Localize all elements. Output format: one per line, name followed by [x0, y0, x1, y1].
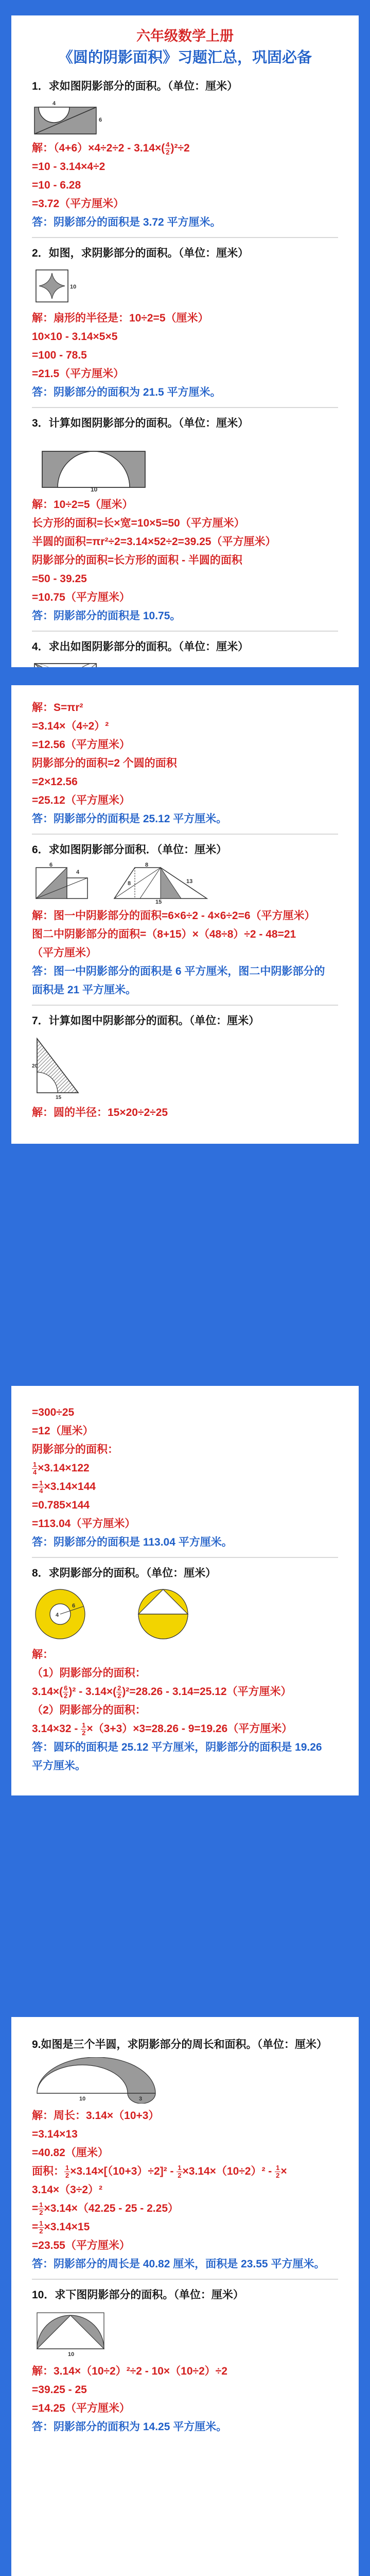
- q1-solution-line: 解：（4+6）×4÷2÷2 - 3.14×( $\frac{4}{2}$ )²÷2: [32, 140, 190, 156]
- q5-solution-line: =12.56（平方厘米）: [32, 739, 130, 751]
- q7-solution-line: =300÷25: [32, 1406, 75, 1418]
- q7-solution-line: $\frac{1}{4}$ ×3.14×122: [33, 1460, 90, 1476]
- q5-solution-line: =2×12.56: [32, 776, 78, 788]
- q10-solution-line: =14.25（平方厘米）: [32, 2402, 130, 2414]
- q6-solution-line: 图二中阴影部分的面积=（8+15）×（48÷8）÷2 - 48=21: [32, 928, 296, 940]
- q8-solution-line: 3.14×32 - $\frac{1}{2}$ ×（3+3）×3=28.26 - 9=19.26（平方厘米）: [32, 1721, 293, 1737]
- question-7: 7．计算如图中阴影部分的面积。（单位：厘米）: [32, 1015, 260, 1027]
- q5-answer: 答：阴影部分的面积是 25.12 平方厘米。: [32, 813, 227, 825]
- q8-solution-line: 3.14×( $\frac{6}{2}$ )² - 3.14×( $\frac{2}{2}$ )²=28.26 - 3.14=25.12（平方厘米）: [32, 1684, 292, 1700]
- q6-label-a: 4: [76, 869, 80, 875]
- q9-solution-line: = $\frac{1}{2}$ ×3.14×15: [32, 2219, 90, 2235]
- q3-solution-line: =50 - 39.25: [32, 573, 87, 585]
- fraction-quarter: $\frac{1}{4}$: [39, 1479, 43, 1495]
- q6-label-b: 6: [49, 862, 53, 868]
- q7-solution-line: =0.785×144: [32, 1499, 90, 1511]
- q2-solution-line: 解：扇形的半径是：10÷2=5（厘米）: [32, 312, 209, 324]
- q2-solution-line: 10×10 - 3.14×5×5: [32, 331, 118, 343]
- divider: [32, 407, 338, 408]
- figure-q9: [32, 2057, 166, 2104]
- q6-answer: 答：图一中阴影部分的面积是 6 平方厘米，图二中阴影部分的: [32, 965, 325, 977]
- question-1: 1．求如图阴影部分的面积。（单位：厘米）: [32, 80, 238, 92]
- q7-label-a: 20: [32, 1063, 38, 1069]
- figure-q3: [32, 436, 166, 493]
- fraction-half: $\frac{1}{2}$: [39, 2219, 43, 2235]
- divider: [32, 1005, 338, 1006]
- divider: [32, 631, 338, 632]
- q1-solution-line: =10 - 3.14×4÷2: [32, 161, 105, 173]
- q6-label-c: 8: [145, 862, 149, 868]
- q3-solution-line: =10.75（平方厘米）: [32, 591, 130, 603]
- q6-solution-line: 解：图一中阴影部分的面积=6×6÷2 - 4×6÷2=6（平方厘米）: [32, 910, 315, 922]
- q7-answer: 答：阴影部分的面积是 113.04 平方厘米。: [32, 1536, 233, 1548]
- q8-solution-line: （2）阴影部分的面积：: [32, 1704, 146, 1716]
- question-4: 4．求出如图阴影部分的面积。（单位：厘米）: [32, 641, 249, 653]
- q5-solution-line: =25.12（平方厘米）: [32, 794, 130, 806]
- divider: [32, 237, 338, 238]
- figure-q8: [32, 1586, 202, 1642]
- q6-label-f: 8: [128, 880, 131, 887]
- divider: [32, 1557, 338, 1558]
- q9-solution-line: 解：周长：3.14×（10+3）: [32, 2110, 160, 2122]
- q2-solution-line: =100 - 78.5: [32, 349, 87, 361]
- q3-solution-line: 长方形的面积=长×宽=10×5=50（平方厘米）: [32, 517, 245, 529]
- figure-q10: [32, 2308, 114, 2359]
- q9-solution-line: 面积： $\frac{1}{2}$ ×3.14×[（10+3）÷2]² - $\frac{1}{2}$ ×3.14×（10÷2）² - $\frac{1}{2}$ ×: [32, 2163, 287, 2179]
- q8-solution-line: 解：: [32, 1649, 54, 1660]
- card-1: [11, 15, 359, 667]
- fraction-half: $\frac{1}{2}$: [178, 2163, 182, 2179]
- q10-solution-line: 解：3.14×（10÷2）²÷2 - 10×（10÷2）÷2: [32, 2365, 227, 2377]
- q7-label-b: 15: [56, 1095, 62, 1100]
- q3-label: 10: [91, 486, 98, 493]
- q3-answer: 答：阴影部分的面积是 10.75。: [32, 610, 181, 622]
- figure-q6: [32, 862, 248, 904]
- q3-solution-line: 半圆的面积=πr²÷2=3.14×52÷2=39.25（平方厘米）: [32, 536, 276, 548]
- q8-answer: 答：圆环的面积是 25.12 平方厘米，阴影部分的面积是 19.26: [32, 1741, 322, 1753]
- q9-answer: 答：阴影部分的周长是 40.82 厘米，面积是 23.55 平方厘米。: [32, 2258, 325, 2270]
- figure-q7: [32, 1033, 89, 1100]
- question-3: 3．计算如图阴影部分的面积。（单位：厘米）: [32, 417, 249, 429]
- fraction: $\frac{2}{2}$: [117, 1684, 121, 1700]
- figure-q4: [32, 659, 114, 667]
- q5-solution-line: 阴影部分的面积=2 个圆的面积: [32, 757, 177, 769]
- fraction: $\frac{1}{2}$: [82, 1721, 86, 1737]
- q9-label-a: 10: [79, 2096, 86, 2102]
- q9-solution-line: =40.82（厘米）: [32, 2147, 109, 2159]
- q1-solution-line: =10 - 6.28: [32, 179, 81, 191]
- fraction-quarter: $\frac{1}{4}$: [33, 1460, 37, 1476]
- divider: [32, 2279, 338, 2280]
- q7-solution-line: = $\frac{1}{4}$ ×3.14×144: [32, 1479, 96, 1495]
- q5-solution-line: 解：S=πr²: [32, 702, 83, 714]
- fraction-half: $\frac{1}{2}$: [65, 2163, 69, 2179]
- question-10: 10．求下图阴影部分的面积。（单位：厘米）: [32, 2289, 244, 2301]
- q1-right-label: 6: [99, 117, 102, 123]
- fraction-half: $\frac{1}{2}$: [39, 2200, 43, 2216]
- question-8: 8．求阴影部分的面积。（单位：厘米）: [32, 1567, 217, 1579]
- card-3: [11, 1386, 359, 1795]
- q6-solution-line: （平方厘米）: [32, 947, 97, 959]
- q7-solution-line: 解：圆的半径：15×20÷2÷25: [32, 1107, 168, 1118]
- page-subtitle: 《圆的阴影面积》习题汇总，巩固必备: [58, 49, 312, 66]
- q7-solution-line: =12（厘米）: [32, 1425, 94, 1437]
- card-4: [11, 2017, 359, 2576]
- page-title: 六年级数学上册: [136, 28, 234, 44]
- q9-solution-line: =23.55（平方厘米）: [32, 2240, 130, 2251]
- q3-solution-line: 阴影部分的面积=长方形的面积 - 半圆的面积: [32, 554, 242, 566]
- q2-answer: 答：阴影部分的面积为 21.5 平方厘米。: [32, 386, 221, 398]
- question-2: 2．如图，求阴影部分的面积。（单位：厘米）: [32, 247, 249, 259]
- q8-answer: 平方厘米。: [32, 1760, 86, 1772]
- q8-label-b: 4: [56, 1612, 59, 1618]
- card-2: [11, 685, 359, 1144]
- q6-label-e: 13: [186, 878, 193, 885]
- question-6: 6．求如图阴影部分面积．（单位：厘米）: [32, 844, 227, 856]
- figure-q1: [32, 99, 104, 136]
- q3-solution-line: 解：10÷2=5（厘米）: [32, 499, 133, 511]
- q5-solution-line: =3.14×（4÷2）²: [32, 720, 109, 732]
- q8-solution-line: （1）阴影部分的面积：: [32, 1667, 146, 1679]
- q1-top-label: 4: [52, 100, 56, 107]
- q7-solution-line: =113.04（平方厘米）: [32, 1518, 136, 1530]
- q10-answer: 答：阴影部分的面积为 14.25 平方厘米。: [32, 2421, 227, 2433]
- q2-solution-line: =21.5（平方厘米）: [32, 368, 125, 380]
- q1-answer: 答：阴影部分的面积是 3.72 平方厘米。: [32, 216, 221, 228]
- q10-label: 10: [68, 2351, 75, 2358]
- q8-label-a: 6: [72, 1603, 76, 1609]
- question-9: 9.如图是三个半圆，求阴影部分的周长和面积。（单位：厘米）: [32, 2039, 328, 2050]
- q2-label: 10: [70, 284, 77, 290]
- q1-fraction: $\frac{4}{2}$: [166, 140, 170, 156]
- q6-label-d: 15: [155, 899, 162, 904]
- q7-solution-line: 阴影部分的面积：: [32, 1444, 118, 1455]
- q1-solution-line: =3.72（平方厘米）: [32, 198, 125, 210]
- q9-solution-line: = $\frac{1}{2}$ ×3.14×（42.25 - 25 - 2.25）: [32, 2200, 179, 2216]
- fraction: $\frac{6}{2}$: [64, 1684, 68, 1700]
- q9-solution-line: 3.14×（3÷2）²: [32, 2184, 103, 2196]
- q6-answer: 面积是 21 平方厘米。: [32, 984, 137, 996]
- divider: [32, 834, 338, 835]
- figure-q2: [32, 266, 78, 306]
- q9-solution-line: =3.14×13: [32, 2128, 78, 2140]
- q9-label-b: 3: [139, 2096, 143, 2102]
- q10-solution-line: =39.25 - 25: [32, 2384, 87, 2396]
- fraction-half: $\frac{1}{2}$: [276, 2163, 280, 2179]
